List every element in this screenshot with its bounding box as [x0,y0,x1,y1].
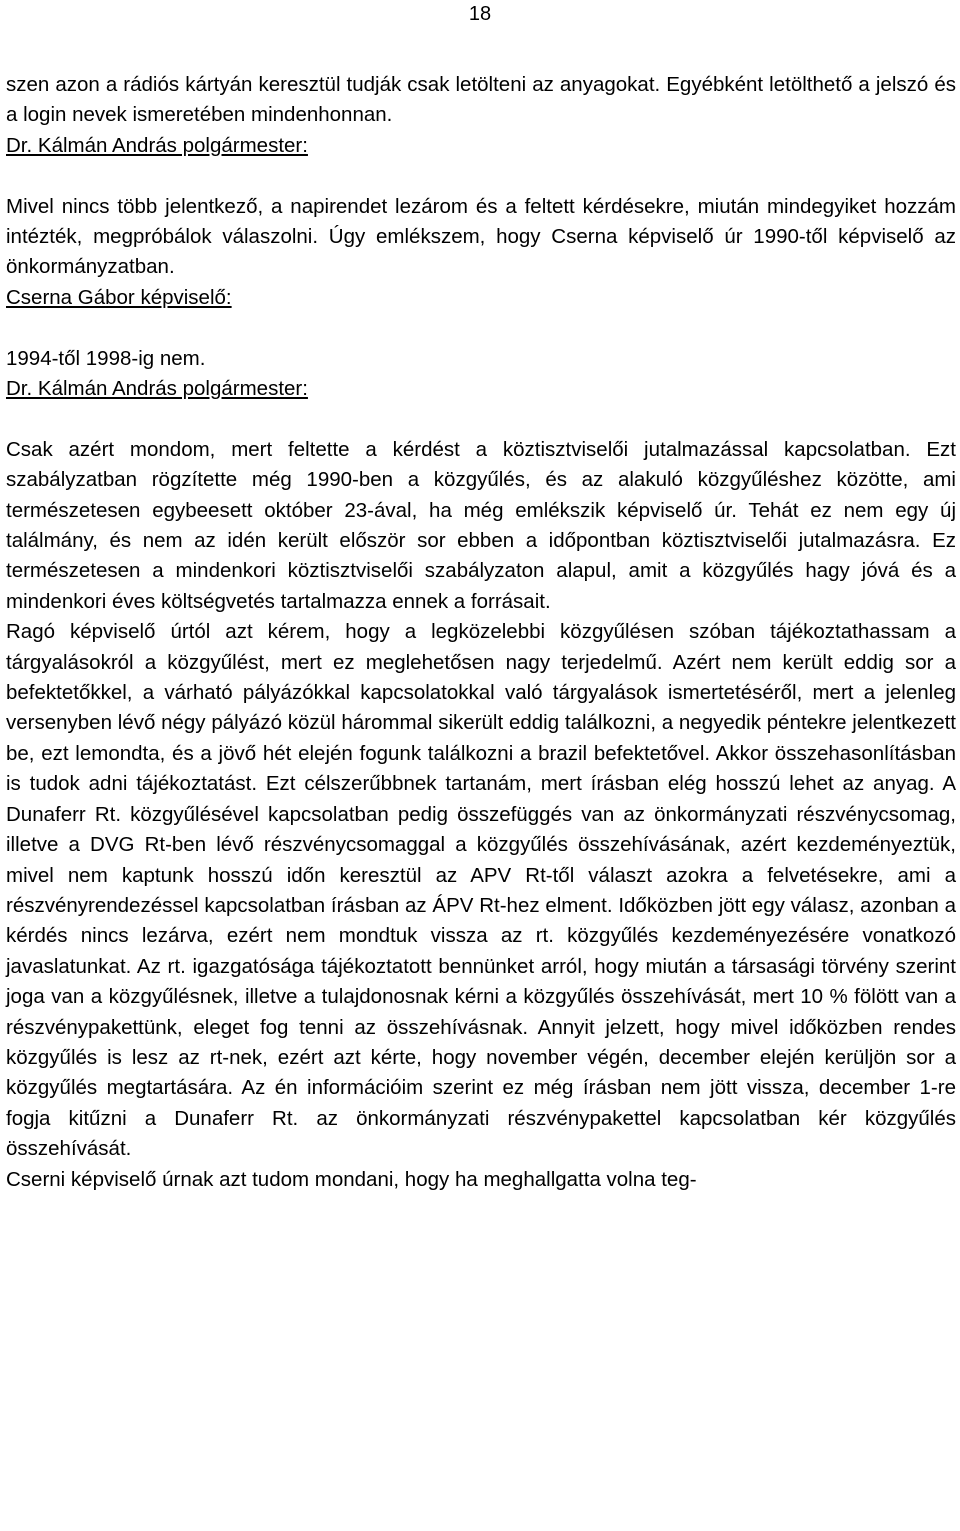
paragraph-mayor-reply: Mivel nincs több jelentkező, a napirendet lezárom és a feltett kérdésekre, miután mindegyiket hozzám intézték, megpróbálok válaszolni. Úgy emlékszem, hogy Cserna képviselő úr 1990-től képviselő az önkormányzatban. [6,194,956,279]
paragraph-jutalmazas: Csak azért mondom, mert feltette a kérdést a köztisztviselői jutalmazással kapcsolatban. Ezt szabályzatban rögzítette még 1990-ben a közgyűlés, és az alakuló közgyűléshez közötte, ami természetesen egybeesett október 23-ával, ha még emlékszik képviselő úr. Tehát ez nem egy új találmány, és nem az idén került először sor ebben a időpontban köztisztviselői jutalmazásra. Ez természetesen a mindenkori köztisztviselői szabályzaton alapul, amit a közgyűlés hagy jóvá és a mindenkori éves költségvetés tartalmazza ennek a forrásait. [6,437,956,613]
document-body [6,70,956,1195]
paragraph-cserna-reply: 1994-től 1998-ig nem. [6,346,206,370]
paragraph-continuation: szen azon a rádiós kártyán keresztül tudják csak letölteni az anyagokat. Egyébként letölthető a jelszó és a login nevek ismeretében mindenhonnan. [6,73,956,127]
paragraph-rago: Ragó képviselő úrtól azt kérem, hogy a legközelebbi közgyűlésen szóban tájékoztathassam a tárgyalásokról a közgyűlést, mert ez meglehetősen nagy terjedelmű. Azért nem került eddig sor a befektetőkkel, a várható pályázókkal kapcsolatokkal való tárgyalások ismertetéséről, mert a jelenleg versenyben lévő négy pályázó közül hárommal sikerült eddig találkozni, a negyedik péntekre jelentkezett be, ezt lemondta, és a jövő hét elején fogunk találkozni a brazil befektetővel. Akkor összehasonlításban is tudok adni tájékoztatást. Ezt célszerűbbnek tartanám, mert írásban elég hosszú lehet az anyag. A Dunaferr Rt. közgyűlésével kapcsolatban pedig összefüggés van az önkormányzati részvénycsomag, illetve a DVG Rt-ben lévő részvénycsomaggal a közgyűlés összehívásának, azért kezdeményeztük, mivel nem kaptunk hosszú időn keresztül az APV Rt-től választ azokra a felvetésekre, ami a részvényrendezéssel kapcsolatban írásban az ÁPV Rt-hez elment. Időközben jött egy válasz, azonban a kérdés nincs lezárva, ezért nem mondtuk vissza az rt. közgyűlés kezdeményezésére vonatkozó javaslatunkat. Az rt. igazgatósága tájékoztatott bennünket arról, hogy miután a társasági törvény szerint joga van a közgyűlésnek, illetve a tulajdonosnak kérni a közgyűlés összehívását, mert 10 % fölött van a részvénypakettünk, eleget fog tenni az összehívásnak. Annyit jelzett, hogy mivel időközben rendes közgyűlés is lesz az rt-nek, ezért azt kérte, hogy november végén, december elején kerüljön sor a közgyűlés megtartására. Az én információim szerint ez még írásban nem jött vissza, december 1-re fogja kitűzni a Dunaferr Rt. az önkormányzati részvénypakettel kapcsolatban kér közgyűlés összehívását. [6,620,956,1161]
page-number: 18 [468,3,492,25]
speaker-heading: Dr. Kálmán András polgármester: [6,377,308,401]
paragraph-cserni: Cserni képviselő úrnak azt tudom mondani, hogy ha meghallgatta volna teg- [6,1167,697,1191]
speaker-heading: Dr. Kálmán András polgármester: [6,133,308,157]
speaker-heading: Cserna Gábor képviselő: [6,285,232,309]
